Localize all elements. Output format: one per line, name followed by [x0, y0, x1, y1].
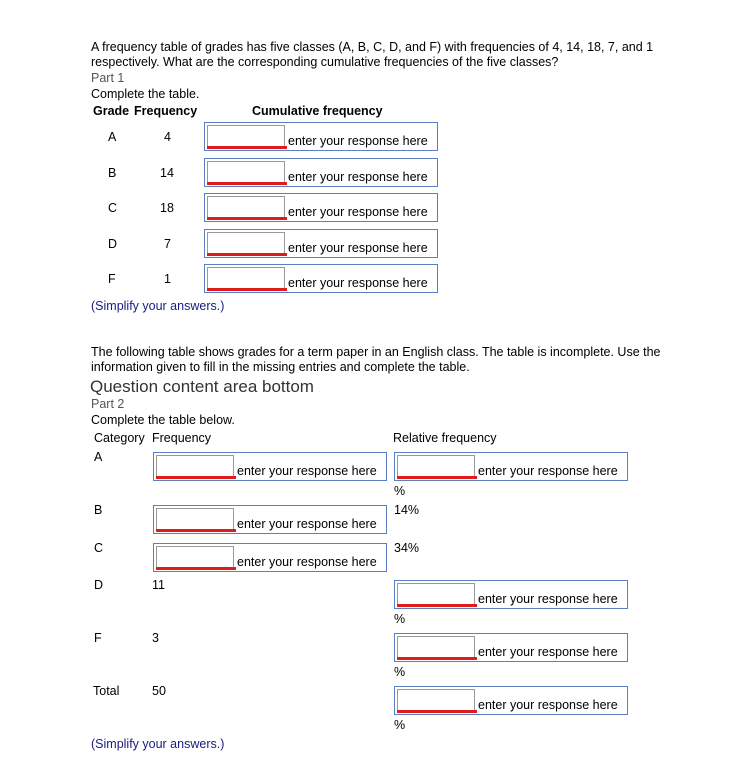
frequency-f: 1 [164, 272, 171, 286]
input-placeholder: enter your response here [478, 698, 618, 712]
answer-underline [156, 529, 236, 532]
answer-box[interactable] [397, 689, 475, 710]
grade-d: D [108, 237, 118, 251]
input-placeholder: enter your response here [288, 205, 428, 219]
frequency-d: 7 [164, 237, 171, 251]
answer-box[interactable] [397, 583, 475, 604]
header-category: Category [94, 431, 145, 445]
category-b: B [94, 503, 103, 517]
category-d: D [94, 578, 104, 592]
answer-underline [397, 604, 477, 607]
input-placeholder: enter your response here [237, 464, 377, 478]
cumulative-input-f[interactable] [204, 264, 438, 293]
answer-underline [156, 567, 236, 570]
relative-value-b: 14% [394, 503, 420, 517]
answer-box[interactable] [156, 508, 234, 529]
grade-f: F [108, 272, 116, 286]
q1-instruction: Complete the table. [91, 87, 200, 101]
input-placeholder: enter your response here [478, 592, 618, 606]
answer-underline [397, 657, 477, 660]
answer-underline [207, 182, 287, 185]
relative-input-a[interactable] [394, 452, 628, 481]
frequency-value-f: 3 [152, 631, 159, 645]
grade-c: C [108, 201, 118, 215]
answer-box[interactable] [156, 455, 234, 476]
header-frequency: Frequency [134, 104, 198, 118]
answer-box[interactable] [397, 455, 475, 476]
category-f: F [94, 631, 102, 645]
q2-part-label: Part 2 [91, 397, 125, 411]
category-a: A [94, 450, 103, 464]
answer-box[interactable] [207, 267, 285, 288]
answer-underline [207, 146, 287, 149]
answer-box[interactable] [207, 232, 285, 253]
frequency-b: 14 [160, 166, 174, 180]
answer-box[interactable] [207, 196, 285, 217]
header-frequency: Frequency [152, 431, 212, 445]
input-placeholder: enter your response here [478, 464, 618, 478]
input-placeholder: enter your response here [478, 645, 618, 659]
answer-underline [207, 288, 287, 291]
percent-sign: % [394, 665, 406, 679]
answer-box[interactable] [156, 546, 234, 567]
relative-input-d[interactable] [394, 580, 628, 609]
q2-instruction: Complete the table below. [91, 413, 235, 427]
q2-simplify-hint: (Simplify your answers.) [91, 737, 225, 751]
cumulative-input-a[interactable] [204, 122, 438, 151]
frequency-value-d: 11 [152, 578, 165, 592]
cumulative-input-c[interactable] [204, 193, 438, 222]
q1-part-label: Part 1 [91, 71, 125, 85]
cumulative-input-d[interactable] [204, 229, 438, 258]
input-placeholder: enter your response here [237, 517, 377, 531]
answer-underline [207, 253, 287, 256]
header-relative-frequency: Relative frequency [393, 431, 497, 445]
q1-simplify-hint: (Simplify your answers.) [91, 299, 225, 313]
input-placeholder: enter your response here [288, 241, 428, 255]
q2-section-title: Question content area bottom [90, 377, 314, 396]
input-placeholder: enter your response here [288, 134, 428, 148]
frequency-c: 18 [160, 201, 174, 215]
answer-box[interactable] [397, 636, 475, 657]
cumulative-input-b[interactable] [204, 158, 438, 187]
frequency-input-c[interactable] [153, 543, 387, 572]
header-grade: Grade [93, 104, 130, 118]
answer-underline [156, 476, 236, 479]
frequency-input-a[interactable] [153, 452, 387, 481]
percent-sign: % [394, 612, 406, 626]
grade-a: A [108, 130, 117, 144]
percent-sign: % [394, 718, 406, 732]
frequency-a: 4 [164, 130, 171, 144]
grade-b: B [108, 166, 117, 180]
header-cumulative-frequency: Cumulative frequency [252, 104, 383, 118]
relative-input-f[interactable] [394, 633, 628, 662]
input-placeholder: enter your response here [237, 555, 377, 569]
input-placeholder: enter your response here [288, 276, 428, 290]
input-placeholder: enter your response here [288, 170, 428, 184]
frequency-value-total: 50 [152, 684, 166, 698]
category-total: Total [93, 684, 120, 698]
relative-input-total[interactable] [394, 686, 628, 715]
relative-value-c: 34% [394, 541, 420, 555]
q2-prompt: The following table shows grades for a term paper in an English class. The table is incomplete. Use the information given to fill in the missing entries and complete the table. [91, 345, 661, 374]
answer-box[interactable] [207, 125, 285, 146]
answer-box[interactable] [207, 161, 285, 182]
percent-sign: % [394, 484, 406, 498]
answer-underline [207, 217, 287, 220]
answer-underline [397, 710, 477, 713]
answer-underline [397, 476, 477, 479]
frequency-input-b[interactable] [153, 505, 387, 534]
q1-prompt: A frequency table of grades has five classes (A, B, C, D, and F) with frequencies of 4, 14, 18, 7, and 1 respectively. What are the corresponding cumulative frequencies of the five classes? [91, 40, 654, 69]
category-c: C [94, 541, 104, 555]
